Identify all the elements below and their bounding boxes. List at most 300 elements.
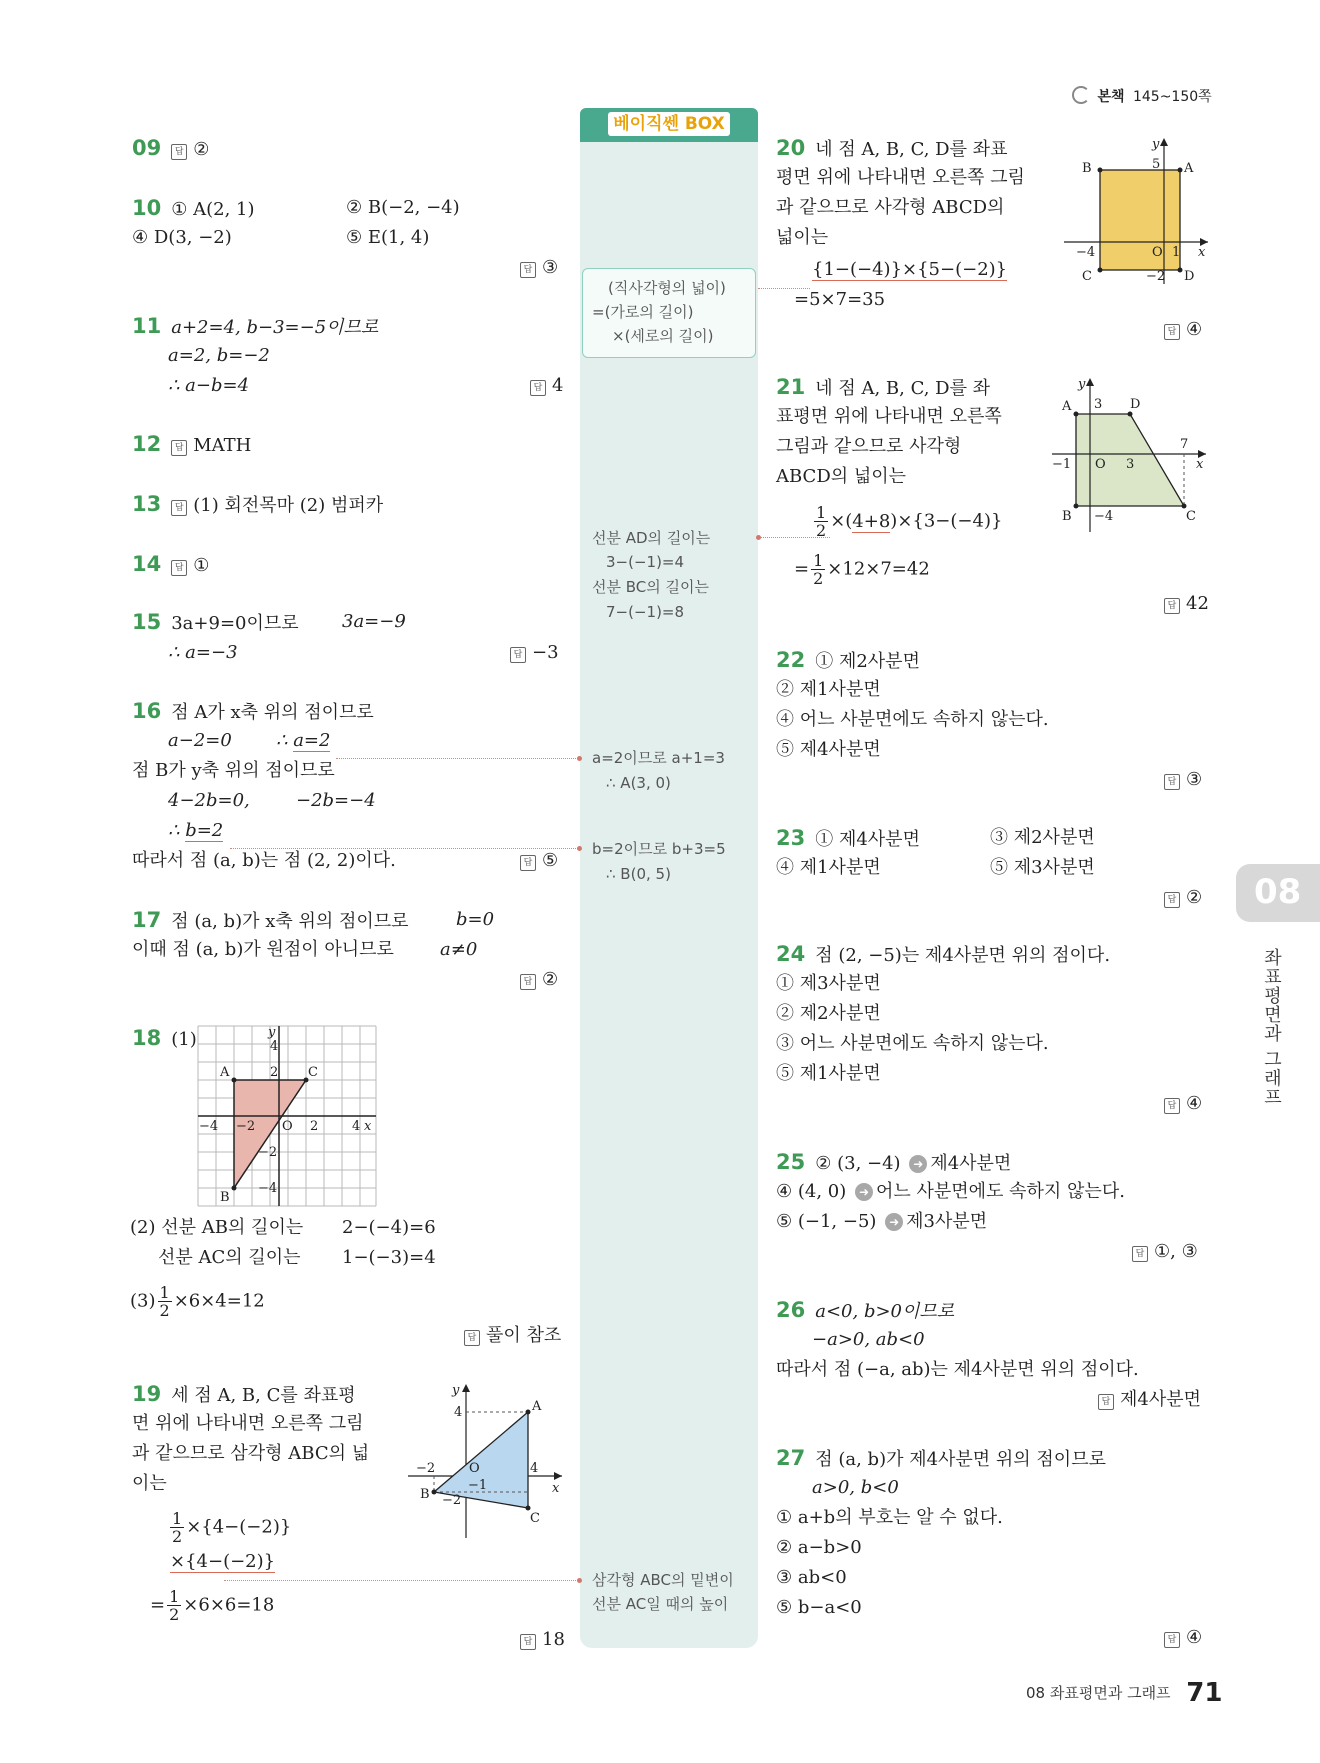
answer-icon: 답 [1164, 774, 1180, 790]
solution-text: ② 제2사분면 [776, 1003, 881, 1024]
problem-18 [132, 1026, 197, 1052]
basic-box-title-bar [580, 108, 758, 142]
fraction [167, 1588, 181, 1623]
box-note-line: 삼각형 ABC의 밑변이 [592, 1571, 734, 1589]
solution-text: ① 제4사분면 [815, 829, 920, 850]
solution-text: ④ 어느 사분면에도 속하지 않는다. [776, 709, 1049, 730]
answer-value: (1) 회전목마 (2) 범퍼카 [193, 495, 384, 516]
problem-17 [132, 908, 409, 934]
label-x: x [1196, 457, 1204, 472]
solution-text: 따라서 점 (−a, ab)는 제4사분면 위의 점이다. [776, 1359, 1139, 1380]
y-axis-arrow [462, 1384, 470, 1392]
box-note-line: ∴ A(3, 0) [606, 774, 671, 792]
label-d: D [1184, 269, 1195, 284]
box-note-line: 선분 AD의 길이는 [592, 529, 711, 547]
answer-icon: 답 [1098, 1394, 1114, 1410]
problem-number: 22 [776, 648, 806, 672]
solution-text: 선분 AC의 길이는 [158, 1247, 301, 1268]
answer-value: −3 [532, 642, 559, 663]
solution-text: 면 위에 나타내면 오른쪽 그림 [132, 1413, 364, 1434]
solution-text [812, 258, 1007, 282]
solution-text: 점 B가 y축 위의 점이므로 [132, 760, 335, 781]
point-c [526, 1506, 531, 1511]
point-c [1098, 268, 1103, 273]
denominator: 2 [816, 521, 827, 540]
fraction [814, 504, 828, 539]
problem-number: 26 [776, 1298, 806, 1322]
label-y: y [1078, 377, 1086, 392]
numerator: 1 [159, 1283, 170, 1302]
problem-25 [776, 1150, 1011, 1176]
answer-icon: 답 [1164, 324, 1180, 340]
point-c [1182, 504, 1187, 509]
expression: ×{4−(−2)} [186, 1516, 292, 1538]
point-b [1098, 168, 1103, 173]
point-a [526, 1410, 531, 1415]
expression: ×6×6=18 [183, 1594, 275, 1616]
solution-text: a+2=4, b−3=−5이므로 [171, 317, 379, 338]
denominator: 2 [169, 1605, 180, 1624]
problem-27 [776, 1446, 1106, 1472]
solution-text: 네 점 A, B, C, D를 좌 [815, 378, 991, 399]
problem-number: 15 [132, 610, 162, 634]
label-origin: O [1095, 457, 1106, 472]
answer-22 [1164, 768, 1202, 792]
therefore-text: ∴ [276, 730, 294, 751]
connector-dot [577, 1578, 582, 1583]
answer-value: ④ [1186, 319, 1203, 340]
solution-text: ⑤ 제4사분면 [776, 739, 881, 760]
solution-text: 표평면 위에 나타내면 오른쪽 [776, 406, 1002, 427]
problem-19 [132, 1382, 356, 1408]
solution-text: 제4사분면 [930, 1153, 1012, 1174]
solution-text: ② (3, −4) [815, 1153, 901, 1174]
underlined-expression: ×{4−(−2)} [170, 1551, 276, 1572]
solution-text: 점 (a, b)가 제4사분면 위의 점이므로 [815, 1449, 1106, 1470]
point-d [1178, 268, 1183, 273]
problem-24 [776, 942, 1110, 968]
box-note-line: 7−(−1)=8 [606, 603, 685, 621]
solution-text: 제3사분면 [906, 1211, 988, 1232]
answer-value: ③ [542, 257, 559, 278]
fraction [170, 1510, 184, 1545]
solution-text: 2−(−4)=6 [342, 1217, 436, 1238]
label-b: B [1062, 509, 1072, 524]
problem-number: 17 [132, 908, 162, 932]
answer-icon: 답 [510, 647, 526, 663]
point-b [232, 1186, 237, 1191]
answer-24 [1164, 1092, 1202, 1116]
tick-label: 1 [1172, 245, 1181, 260]
solution-text: ABCD의 넓이는 [776, 466, 907, 487]
problem-09 [132, 136, 209, 162]
answer-icon: 답 [520, 1634, 536, 1650]
problem-21 [776, 375, 990, 401]
answer-value: ③ [1186, 769, 1203, 790]
answer-26 [1098, 1388, 1201, 1412]
equals-sign: = [794, 558, 810, 580]
solution-text [150, 1588, 274, 1623]
box-note-line: (직사각형의 넓이) [608, 279, 726, 297]
answer-icon: 답 [171, 500, 187, 516]
label-origin: O [469, 1461, 480, 1476]
answer-15 [510, 641, 559, 665]
solution-text [776, 1210, 987, 1234]
answer-icon: 답 [171, 144, 187, 160]
problem-number: 18 [132, 1026, 162, 1050]
box-note-line: 선분 AC일 때의 높이 [592, 1595, 729, 1613]
solution-text [168, 1510, 291, 1545]
label-y: y [268, 1025, 276, 1040]
problem-number: 27 [776, 1446, 806, 1470]
solution-text: ② a−b>0 [776, 1537, 862, 1558]
solution-text: ② 제1사분면 [776, 679, 881, 700]
solution-text: b=0 [456, 909, 495, 930]
solution-text: 따라서 점 (a, b)는 점 (2, 2)이다. [132, 850, 396, 871]
solution-text [276, 729, 330, 753]
basic-box-title: 베이직쎈 BOX [608, 112, 730, 136]
problem-22 [776, 648, 920, 674]
tick-label: −2 [1146, 269, 1166, 284]
solution-text: 점 (2, −5)는 제4사분면 위의 점이다. [815, 945, 1111, 966]
tick-label: 4 [352, 1119, 361, 1134]
graph-19 [406, 1380, 566, 1540]
label-x: x [1198, 245, 1206, 260]
solution-text: ⑤ 제1사분면 [776, 1063, 881, 1084]
connector-dot [756, 535, 761, 540]
y-axis-arrow [1086, 378, 1094, 386]
answer-icon: 답 [520, 855, 536, 871]
solution-text: ⑤ b−a<0 [776, 1597, 862, 1618]
solution-text: 과 같으므로 사각형 ABCD의 [776, 197, 1005, 218]
connector-dot [577, 846, 582, 851]
problem-23 [776, 826, 920, 852]
solution-text: 이는 [132, 1473, 167, 1494]
answer-icon: 답 [520, 262, 536, 278]
tick-label: −2 [236, 1119, 256, 1134]
label-y: y [452, 1383, 460, 1398]
answer-25 [1132, 1240, 1198, 1264]
chapter-tab-number: 08 [1254, 872, 1302, 912]
chapter-side-title: 좌표평면과 그래프 [1261, 948, 1282, 1107]
expression: )×{3−(−4)} [890, 510, 1003, 532]
solution-text: −2b=−4 [296, 790, 376, 811]
denominator: 2 [159, 1301, 170, 1320]
label-origin: O [1152, 245, 1163, 260]
answer-icon: 답 [1164, 1632, 1180, 1648]
graph-21 [1050, 374, 1210, 534]
tick-label: 4 [530, 1461, 539, 1476]
box-note-line: ∴ B(0, 5) [606, 865, 671, 883]
solution-text: ④ D(3, −2) [132, 227, 232, 248]
solution-text: a≠0 [440, 939, 478, 960]
numerator: 1 [169, 1587, 180, 1606]
problem-number: 21 [776, 375, 806, 399]
label-x: x [552, 1481, 560, 1496]
label-a: A [220, 1065, 230, 1080]
label-c: C [308, 1065, 318, 1080]
solution-text: 점 (a, b)가 x축 위의 점이므로 [171, 911, 409, 932]
solution-text [130, 1284, 265, 1319]
solution-text: −a>0, ab<0 [812, 1329, 925, 1350]
solution-text: ① A(2, 1) [171, 199, 255, 220]
box-note-line: 선분 BC의 길이는 [592, 578, 709, 596]
tick-label: 7 [1180, 437, 1189, 452]
solution-text: a<0, b>0이므로 [815, 1301, 955, 1322]
problem-10 [132, 196, 254, 222]
label-c: C [1186, 509, 1196, 524]
label-b: B [420, 1487, 430, 1502]
label-c: C [1082, 269, 1092, 284]
numerator: 1 [816, 503, 827, 522]
answer-value: ① [193, 555, 210, 576]
problem-26 [776, 1298, 954, 1324]
solution-text: 점 A가 x축 위의 점이므로 [171, 702, 374, 723]
chapter-tab[interactable] [1236, 864, 1320, 922]
answer-16 [520, 849, 558, 873]
page-range: 145~150쪽 [1132, 89, 1212, 105]
point-d [1128, 412, 1133, 417]
part-label: (3) [130, 1290, 156, 1312]
point-a [1178, 168, 1183, 173]
answer-19 [520, 1628, 565, 1652]
answer-value: ④ [1186, 1093, 1203, 1114]
label-a: A [1184, 161, 1194, 176]
label-b: B [220, 1190, 230, 1205]
answer-icon: 답 [1164, 598, 1180, 614]
answer-icon: 답 [464, 1330, 480, 1346]
solution-text: ① 제2사분면 [815, 651, 920, 672]
solution-text: ④ 제1사분면 [776, 857, 881, 878]
solution-text [794, 552, 930, 587]
box-note-line: a=2이므로 a+1=3 [592, 749, 725, 767]
problem-number: 19 [132, 1382, 162, 1406]
arrow-right-icon: ➜ [885, 1213, 903, 1231]
tick-label: −4 [199, 1119, 219, 1134]
connector-line [224, 1580, 580, 1581]
label-b: B [1082, 161, 1092, 176]
tick-label: −4 [1094, 509, 1114, 524]
answer-icon: 답 [1132, 1246, 1148, 1262]
therefore-text: ∴ [168, 820, 186, 841]
answer-icon: 답 [171, 440, 187, 456]
solution-text: ① 제3사분면 [776, 973, 881, 994]
solution-text: 세 점 A, B, C를 좌표평 [171, 1385, 356, 1406]
problem-number: 16 [132, 699, 162, 723]
answer-value: MATH [193, 435, 252, 456]
solution-text: a>0, b<0 [812, 1477, 899, 1498]
answer-27 [1164, 1626, 1202, 1650]
arrow-right-icon: ➜ [909, 1155, 927, 1173]
denominator: 2 [172, 1527, 183, 1546]
solution-text: a=2, b=−2 [168, 345, 270, 366]
solution-text: ② B(−2, −4) [346, 197, 460, 218]
answer-value: 42 [1186, 593, 1209, 614]
solution-text: ⑤ E(1, 4) [346, 227, 430, 248]
solution-text: (2) 선분 AB의 길이는 [130, 1217, 304, 1238]
solution-text: ⑤ (−1, −5) [776, 1211, 877, 1232]
solution-text: 3a+9=0이므로 [171, 613, 299, 634]
arrow-right-icon: ➜ [855, 1183, 873, 1201]
solution-text: 어느 사분면에도 속하지 않는다. [876, 1181, 1125, 1202]
problem-number: 20 [776, 136, 806, 160]
solution-text: 과 같으므로 삼각형 ABC의 넓 [132, 1443, 370, 1464]
tick-label: −1 [468, 1478, 488, 1493]
label-c: C [530, 1511, 540, 1526]
answer-icon: 답 [171, 560, 187, 576]
expression: ×12×7=42 [827, 558, 930, 580]
tick-label: 2 [270, 1065, 279, 1080]
answer-value: 4 [552, 375, 564, 396]
rectangle-abcd [1100, 170, 1180, 270]
answer-value: 제4사분면 [1120, 1389, 1202, 1410]
book-label: 본책 [1097, 89, 1125, 105]
solution-text [812, 504, 1002, 539]
graph-18 [196, 1024, 378, 1208]
part-label: (1) [171, 1029, 197, 1050]
tick-label: −2 [442, 1493, 462, 1508]
tick-label: 2 [310, 1119, 319, 1134]
x-axis-arrow [554, 1472, 562, 1480]
numerator: 1 [172, 1509, 183, 1528]
denominator: 2 [813, 569, 824, 588]
solution-text: =5×7=35 [794, 289, 886, 310]
page-reference [1072, 86, 1212, 106]
footer-chapter-title: 08 좌표평면과 그래프 [1026, 1684, 1171, 1702]
solution-text: 넓이는 [776, 227, 829, 248]
solution-text: a−2=0 [168, 730, 232, 751]
fraction [158, 1284, 172, 1319]
problem-number: 24 [776, 942, 806, 966]
underlined-expression: 4+8 [852, 510, 891, 532]
tick-label: 5 [1152, 157, 1161, 172]
answer-icon: 답 [530, 380, 546, 396]
answer-value: ①, ③ [1154, 1241, 1198, 1262]
solution-text: ∴ a=−3 [168, 642, 238, 663]
label-a: A [1062, 399, 1072, 414]
numerator: 1 [813, 551, 824, 570]
answer-21 [1164, 592, 1209, 616]
problem-number: 13 [132, 492, 162, 516]
connector-dot [577, 756, 582, 761]
solution-text: 평면 위에 나타내면 오른쪽 그림 [776, 167, 1025, 188]
point-b [432, 1490, 437, 1495]
box-note-line: =(가로의 길이) [592, 303, 694, 321]
tick-label: −1 [1052, 457, 1072, 472]
solution-text [776, 1180, 1125, 1204]
box-note-line: b=2이므로 b+3=5 [592, 840, 726, 858]
answer-value: 풀이 참조 [486, 1325, 562, 1346]
solution-text: ③ 어느 사분면에도 속하지 않는다. [776, 1033, 1049, 1054]
problem-number: 11 [132, 314, 162, 338]
solution-text: 이때 점 (a, b)가 원점이 아니므로 [132, 939, 394, 960]
solution-text: 3a=−9 [342, 611, 406, 632]
underlined-expression: {1−(−4)}×{5−(−2)} [812, 259, 1008, 280]
answer-value: ⑤ [542, 850, 559, 871]
answer-17 [520, 968, 558, 992]
solution-text: ③ ab<0 [776, 1567, 847, 1588]
y-axis-arrow [1160, 138, 1168, 146]
problem-number: 10 [132, 196, 162, 220]
solution-text: ∴ a−b=4 [168, 375, 250, 396]
problem-11 [132, 314, 378, 340]
equals-sign: = [150, 1594, 166, 1616]
answer-value: 18 [542, 1629, 565, 1650]
problem-number: 14 [132, 552, 162, 576]
answer-10 [520, 256, 558, 280]
solution-text: ① a+b의 부호는 알 수 없다. [776, 1507, 1003, 1528]
expression: ×6×4=12 [173, 1290, 265, 1312]
answer-20 [1164, 318, 1202, 342]
problem-12 [132, 432, 251, 458]
expression: ×( [830, 510, 853, 532]
answer-icon: 답 [1164, 892, 1180, 908]
refresh-icon [1072, 86, 1090, 104]
tick-label: −2 [258, 1145, 278, 1160]
label-y: y [1152, 137, 1160, 152]
answer-value: ② [1186, 887, 1203, 908]
tick-label: −4 [258, 1181, 278, 1196]
underlined-result: b=2 [185, 820, 224, 841]
page-number: 71 [1186, 1678, 1223, 1708]
answer-value: ④ [1186, 1627, 1203, 1648]
tick-label: 4 [270, 1039, 279, 1054]
answer-23 [1164, 886, 1202, 910]
label-origin: O [282, 1119, 293, 1134]
label-a: A [532, 1399, 542, 1414]
problem-20 [776, 136, 1007, 162]
tick-label: 3 [1126, 457, 1135, 472]
solution-text: 1−(−3)=4 [342, 1247, 436, 1268]
answer-18 [464, 1324, 561, 1348]
tick-label: −4 [1076, 245, 1096, 260]
point-a [1074, 412, 1079, 417]
solution-text: 그림과 같으므로 사각형 [776, 436, 962, 457]
solution-text: 4−2b=0, [168, 790, 250, 811]
tick-label: 3 [1094, 397, 1103, 412]
box-note-line: 3−(−1)=4 [606, 553, 685, 571]
box-note-line: ×(세로의 길이) [612, 327, 714, 345]
problem-number: 25 [776, 1150, 806, 1174]
fraction [811, 552, 825, 587]
solution-text: ③ 제2사분면 [990, 827, 1095, 848]
underlined-result: a=2 [293, 730, 331, 751]
solution-text: 네 점 A, B, C, D를 좌표 [815, 139, 1008, 160]
label-x: x [364, 1119, 372, 1134]
tick-label: −2 [416, 1461, 436, 1476]
point-a [232, 1078, 237, 1083]
answer-icon: 답 [1164, 1098, 1180, 1114]
answer-value: ② [193, 139, 210, 160]
solution-text: ④ (4, 0) [776, 1181, 847, 1202]
problem-13 [132, 492, 383, 518]
problem-number: 09 [132, 136, 162, 160]
problem-number: 23 [776, 826, 806, 850]
connector-line [336, 758, 580, 759]
problem-number: 12 [132, 432, 162, 456]
page-footer [1026, 1678, 1222, 1708]
answer-icon: 답 [520, 974, 536, 990]
tick-label: 4 [454, 1405, 463, 1420]
point-b [1074, 504, 1079, 509]
problem-16 [132, 699, 374, 725]
answer-value: ② [542, 969, 559, 990]
graph-20 [1060, 134, 1210, 294]
solution-text [170, 1550, 275, 1574]
answer-11 [530, 374, 563, 398]
problem-14 [132, 552, 209, 578]
solution-text: ⑤ 제3사분면 [990, 857, 1095, 878]
